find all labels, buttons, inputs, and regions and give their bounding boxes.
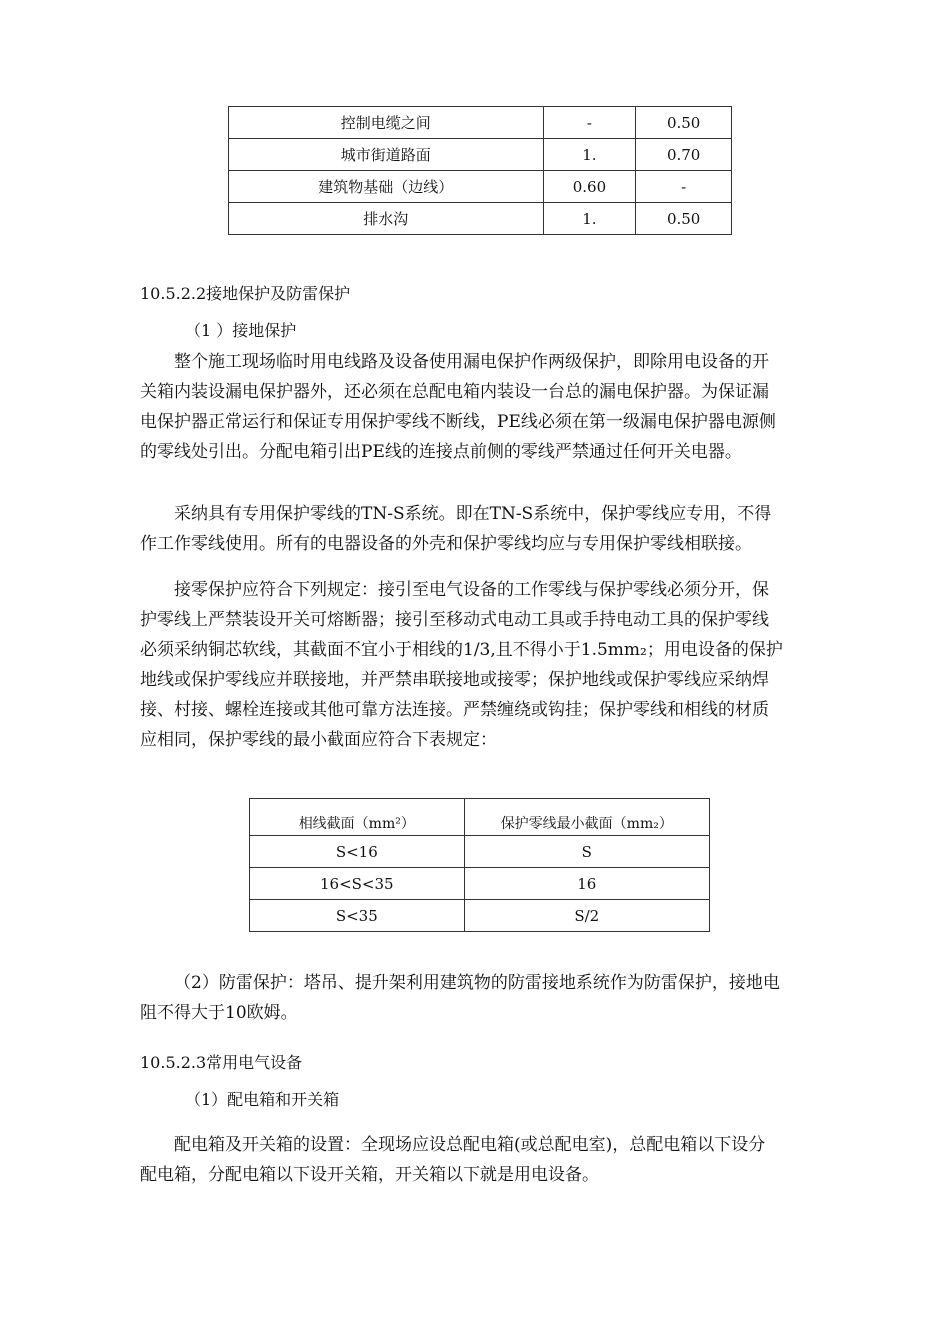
paragraph-lightning-protection <box>140 968 840 1028</box>
table-row <box>229 139 732 171</box>
paragraph-line: 护零线上严禁装设开关可熔断器；接引至移动式电动工具或手持电动工具的保护零线 <box>140 610 769 630</box>
table-cell: 1. <box>543 139 636 171</box>
table-cell: 0.70 <box>636 139 732 171</box>
cable-distance-table <box>228 106 732 235</box>
table-cell: - <box>543 107 636 139</box>
paragraph-line: 接零保护应符合下列规定：接引至电气设备的工作零线与保护零线必须分开，保 <box>174 580 769 600</box>
table-cell: S/2 <box>464 900 709 932</box>
section-heading-grounding: 10.5.2.2接地保护及防雷保护 <box>140 284 351 303</box>
table-cell: 1. <box>543 203 636 235</box>
paragraph-tns-system <box>140 499 840 559</box>
table-cell: - <box>636 171 732 203</box>
paragraph-line: 配电箱及开关箱的设置：全现场应设总配电箱(或总配电室)，总配电箱以下设分 <box>174 1135 766 1155</box>
paragraph-line: 整个施工现场临时用电线路及设备使用漏电保护作两级保护，即除用电设备的开 <box>174 352 769 372</box>
table-cell: S<35 <box>250 900 465 932</box>
table-row <box>250 900 710 932</box>
paragraph-line: （2）防雷保护：塔吊、提升架利用建筑物的防雷接地系统作为防雷保护，接地电 <box>174 973 780 993</box>
paragraph-line: 电保护器正常运行和保证专用保护零线不断线，PE线必须在第一级漏电保护器电源侧 <box>140 412 776 432</box>
table-cell: 建筑物基础（边线） <box>229 171 544 203</box>
table-cell: 0.50 <box>636 203 732 235</box>
table-cell: 0.60 <box>543 171 636 203</box>
table-cell: 城市街道路面 <box>229 139 544 171</box>
paragraph-line: 阻不得大于10欧姆。 <box>140 1003 298 1023</box>
table-cell: S<16 <box>250 836 465 868</box>
table-row <box>229 107 732 139</box>
table-row <box>229 171 732 203</box>
paragraph-line: 接、村接、螺栓连接或其他可靠方法连接。严禁缠绕或钩挂；保护零线和相线的材质 <box>140 700 769 720</box>
paragraph-line: 采纳具有专用保护零线的TN-S系统。即在TN-S系统中，保护零线应专用，不得 <box>174 504 772 524</box>
table-cell: 控制电缆之间 <box>229 107 544 139</box>
paragraph-line: 配电箱，分配电箱以下设开关箱，开关箱以下就是用电设备。 <box>140 1165 599 1185</box>
section-heading-equipment: 10.5.2.3常用电气设备 <box>140 1053 303 1072</box>
table-cell: S <box>464 836 709 868</box>
min-cross-section-table <box>249 798 710 932</box>
paragraph-distribution-box-setup <box>140 1130 840 1190</box>
paragraph-line: 的零线处引出。分配电箱引出PE线的连接点前侧的零线严禁通过任何开关电器。 <box>140 442 742 462</box>
paragraph-leakage-protection <box>140 347 840 467</box>
paragraph-line: 地线或保护零线应并联接地，并严禁串联接地或接零；保护地线或保护零线应采纳焊 <box>140 670 769 690</box>
table-header-cell: 相线截面（mm²） <box>250 799 465 836</box>
table-header-row <box>250 799 710 836</box>
paragraph-line: 应相同，保护零线的最小截面应符合下表规定： <box>140 730 497 750</box>
table-row <box>250 868 710 900</box>
paragraph-line: 必须采纳铜芯软线，其截面不宜小于相线的1/3,且不得小于1.5mm₂；用电设备的保护 <box>140 640 783 660</box>
table-header-cell: 保护零线最小截面（mm₂） <box>464 799 709 836</box>
subsection-heading-distribution-box: （1）配电箱和开关箱 <box>185 1090 340 1109</box>
paragraph-line: 作工作零线使用。所有的电器设备的外壳和保护零线均应与专用保护零线相联接。 <box>140 534 752 554</box>
table-cell: 排水沟 <box>229 203 544 235</box>
subsection-heading-grounding: （1 ）接地保护 <box>185 321 297 340</box>
table-row <box>250 836 710 868</box>
table-row <box>229 203 732 235</box>
table-cell: 16 <box>464 868 709 900</box>
paragraph-line: 关箱内装设漏电保护器外，还必须在总配电箱内装设一台总的漏电保护器。为保证漏 <box>140 382 769 402</box>
paragraph-neutral-protection-rules <box>140 575 840 755</box>
table-cell: 16<S<35 <box>250 868 465 900</box>
table-cell: 0.50 <box>636 107 732 139</box>
